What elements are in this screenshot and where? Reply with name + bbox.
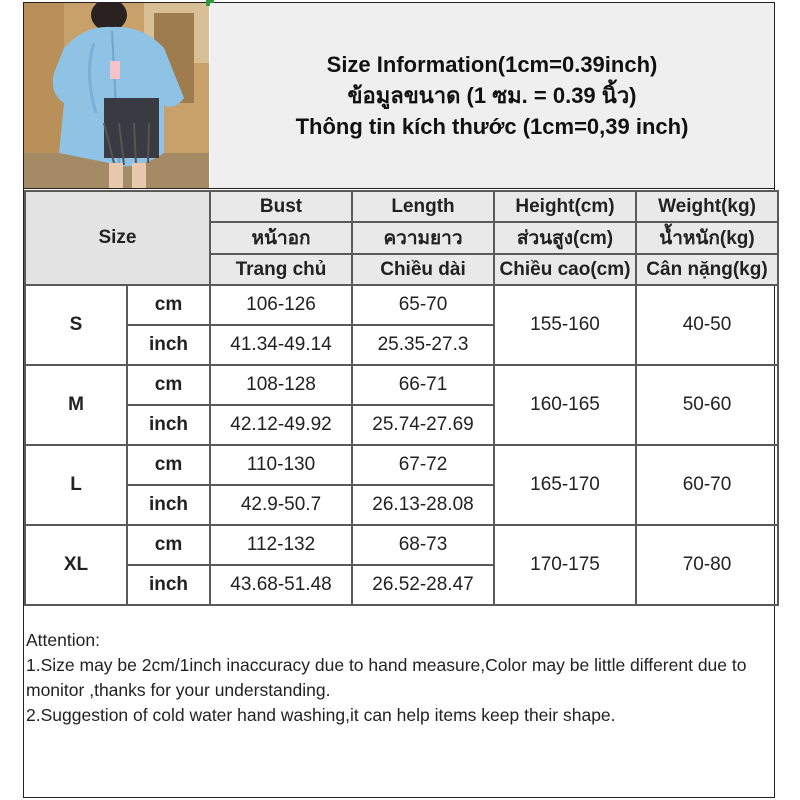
length-cm: 66-71 <box>352 365 494 405</box>
unit-inch: inch <box>127 565 210 605</box>
weight-value: 50-60 <box>636 365 778 445</box>
col-height-vi: Chiều cao(cm) <box>494 254 636 285</box>
height-value: 160-165 <box>494 365 636 445</box>
col-height-th: ส่วนสูง(cm) <box>494 222 636 254</box>
col-length-en: Length <box>352 191 494 222</box>
height-value: 170-175 <box>494 525 636 605</box>
size-info-header <box>210 3 774 188</box>
size-label: M <box>25 365 127 445</box>
size-label: S <box>25 285 127 365</box>
height-value: 165-170 <box>494 445 636 525</box>
bust-inch: 42.12-49.92 <box>210 405 352 445</box>
col-bust-vi: Trang chủ <box>210 254 352 285</box>
bust-cm: 108-128 <box>210 365 352 405</box>
table-row <box>25 285 778 325</box>
col-bust-th: หน้าอก <box>210 222 352 254</box>
bust-cm: 106-126 <box>210 285 352 325</box>
table-row <box>25 365 778 405</box>
bust-inch: 43.68-51.48 <box>210 565 352 605</box>
col-bust-en: Bust <box>210 191 352 222</box>
weight-value: 60-70 <box>636 445 778 525</box>
bust-inch: 41.34-49.14 <box>210 325 352 365</box>
length-inch: 25.35-27.3 <box>352 325 494 365</box>
info-line-en: Size Information(1cm=0.39inch) <box>326 52 658 77</box>
col-length-vi: Chiều dài <box>352 254 494 285</box>
col-weight-vi: Cân nặng(kg) <box>636 254 778 285</box>
product-photo <box>24 3 209 188</box>
length-inch: 26.52-28.47 <box>352 565 494 605</box>
unit-cm: cm <box>127 525 210 565</box>
size-label: L <box>25 445 127 525</box>
notes-line-2: 2.Suggestion of cold water hand washing,it can help items keep their shape. <box>26 705 616 725</box>
col-height-en: Height(cm) <box>494 191 636 222</box>
length-cm: 65-70 <box>352 285 494 325</box>
notes-title: Attention: <box>26 630 100 650</box>
col-length-th: ความยาว <box>352 222 494 254</box>
weight-value: 70-80 <box>636 525 778 605</box>
size-table <box>24 190 779 606</box>
table-row <box>25 445 778 485</box>
info-line-th: ข้อมูลขนาด (1 ซม. = 0.39 นิ้ว) <box>347 83 637 108</box>
header-row-en <box>25 191 778 222</box>
model-illustration <box>24 3 209 188</box>
unit-inch: inch <box>127 405 210 445</box>
size-header: Size <box>25 191 210 285</box>
header-divider <box>24 188 775 189</box>
bust-inch: 42.9-50.7 <box>210 485 352 525</box>
length-inch: 25.74-27.69 <box>352 405 494 445</box>
unit-cm: cm <box>127 285 210 325</box>
table-row <box>25 525 778 565</box>
height-value: 155-160 <box>494 285 636 365</box>
info-line-vi: Thông tin kích thước (1cm=0,39 inch) <box>295 114 689 139</box>
bust-cm: 110-130 <box>210 445 352 485</box>
attention-notes <box>26 628 766 728</box>
unit-inch: inch <box>127 325 210 365</box>
unit-cm: cm <box>127 445 210 485</box>
length-cm: 67-72 <box>352 445 494 485</box>
unit-cm: cm <box>127 365 210 405</box>
notes-line-1: 1.Size may be 2cm/1inch inaccuracy due to hand measure,Color may be little different due to monitor ,thanks for your understanding. <box>26 655 747 700</box>
unit-inch: inch <box>127 485 210 525</box>
length-inch: 26.13-28.08 <box>352 485 494 525</box>
weight-value: 40-50 <box>636 285 778 365</box>
col-weight-th: น้ำหนัก(kg) <box>636 222 778 254</box>
bust-cm: 112-132 <box>210 525 352 565</box>
size-label: XL <box>25 525 127 605</box>
length-cm: 68-73 <box>352 525 494 565</box>
col-weight-en: Weight(kg) <box>636 191 778 222</box>
